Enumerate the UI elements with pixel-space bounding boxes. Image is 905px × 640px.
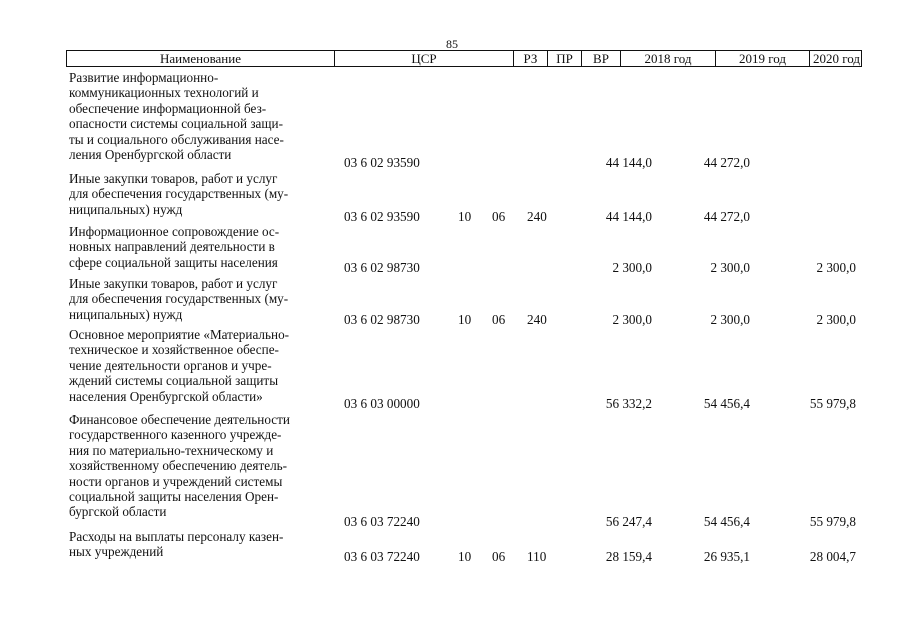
row-csr: 03 6 03 00000 bbox=[344, 395, 420, 411]
row-2020: 55 979,8 bbox=[809, 513, 856, 529]
row-2019: 54 456,4 bbox=[703, 513, 750, 529]
row-2018: 28 159,4 bbox=[605, 548, 652, 564]
row-rz: 10 bbox=[458, 311, 472, 327]
row-csr: 03 6 02 98730 bbox=[344, 259, 420, 275]
header-2019: 2019 год bbox=[715, 51, 809, 66]
row-2020: 2 300,0 bbox=[816, 259, 856, 275]
row-2018: 2 300,0 bbox=[612, 311, 652, 327]
row-csr: 03 6 02 93590 bbox=[344, 154, 420, 170]
header-pr: ПР bbox=[547, 51, 581, 66]
header-name: Наименование bbox=[160, 51, 241, 66]
table-row bbox=[0, 529, 905, 564]
table-row bbox=[0, 276, 905, 327]
table-row bbox=[0, 327, 905, 411]
row-csr: 03 6 02 93590 bbox=[344, 208, 420, 224]
row-2019: 44 272,0 bbox=[703, 154, 750, 170]
row-2020: 2 300,0 bbox=[816, 311, 856, 327]
table-header bbox=[66, 50, 862, 67]
header-2018: 2018 год bbox=[620, 51, 715, 66]
row-2018: 44 144,0 bbox=[605, 208, 652, 224]
table-row bbox=[0, 224, 905, 275]
row-2019: 26 935,1 bbox=[703, 548, 750, 564]
row-pr: 06 bbox=[492, 208, 506, 224]
header-2020: 2020 год bbox=[809, 51, 863, 66]
page-number: 85 bbox=[446, 37, 458, 51]
row-csr: 03 6 03 72240 bbox=[344, 548, 420, 564]
row-2019: 44 272,0 bbox=[703, 208, 750, 224]
row-2020: 55 979,8 bbox=[809, 395, 856, 411]
row-vr: 240 bbox=[527, 311, 547, 327]
row-name: Иные закупки товаров, работ и услуг для обеспечения государственных (му- ниципальных) нужд bbox=[69, 276, 289, 322]
row-csr: 03 6 02 98730 bbox=[344, 311, 420, 327]
row-name: Развитие информационно- коммуникационных технологий и обеспечение информационной без- опасности системы социальной защи- ты и социального обслуживания насе- ления Оренбургской области bbox=[69, 70, 284, 163]
row-pr: 06 bbox=[492, 311, 506, 327]
row-2019: 54 456,4 bbox=[703, 395, 750, 411]
row-2018: 44 144,0 bbox=[605, 154, 652, 170]
row-2020: 28 004,7 bbox=[809, 548, 856, 564]
row-name: Иные закупки товаров, работ и услуг для обеспечения государственных (му- ниципальных) нужд bbox=[69, 171, 289, 217]
row-name: Основное мероприятие «Материально- техническое и хозяйственное обеспе- чение деятельности органов и учре- ждений системы социальной защиты населения Оренбургской области» bbox=[69, 327, 290, 404]
table-row bbox=[0, 171, 905, 224]
row-2018: 56 247,4 bbox=[605, 513, 652, 529]
row-name: Финансовое обеспечение деятельности государственного казенного учрежде- ния по материально-техническому и хозяйственному обеспечению деятель- ности органов и учреждений системы социальной защиты населения Орен- бургской области bbox=[69, 412, 290, 520]
row-vr: 240 bbox=[527, 208, 547, 224]
row-2018: 56 332,2 bbox=[605, 395, 652, 411]
row-2019: 2 300,0 bbox=[710, 311, 750, 327]
row-rz: 10 bbox=[458, 208, 472, 224]
table-row bbox=[0, 70, 905, 170]
table-row bbox=[0, 412, 905, 529]
row-2019: 2 300,0 bbox=[710, 259, 750, 275]
header-csr: ЦСР bbox=[334, 51, 513, 66]
row-2018: 2 300,0 bbox=[612, 259, 652, 275]
row-pr: 06 bbox=[492, 548, 506, 564]
header-rz: РЗ bbox=[513, 51, 547, 66]
row-vr: 110 bbox=[527, 548, 547, 564]
row-rz: 10 bbox=[458, 548, 472, 564]
row-name: Расходы на выплаты персоналу казен- ных учреждений bbox=[69, 529, 284, 560]
row-csr: 03 6 03 72240 bbox=[344, 513, 420, 529]
row-name: Информационное сопровождение ос- новных направлений деятельности в сфере социальной защиты населения bbox=[69, 224, 280, 270]
header-vr: ВР bbox=[581, 51, 620, 66]
